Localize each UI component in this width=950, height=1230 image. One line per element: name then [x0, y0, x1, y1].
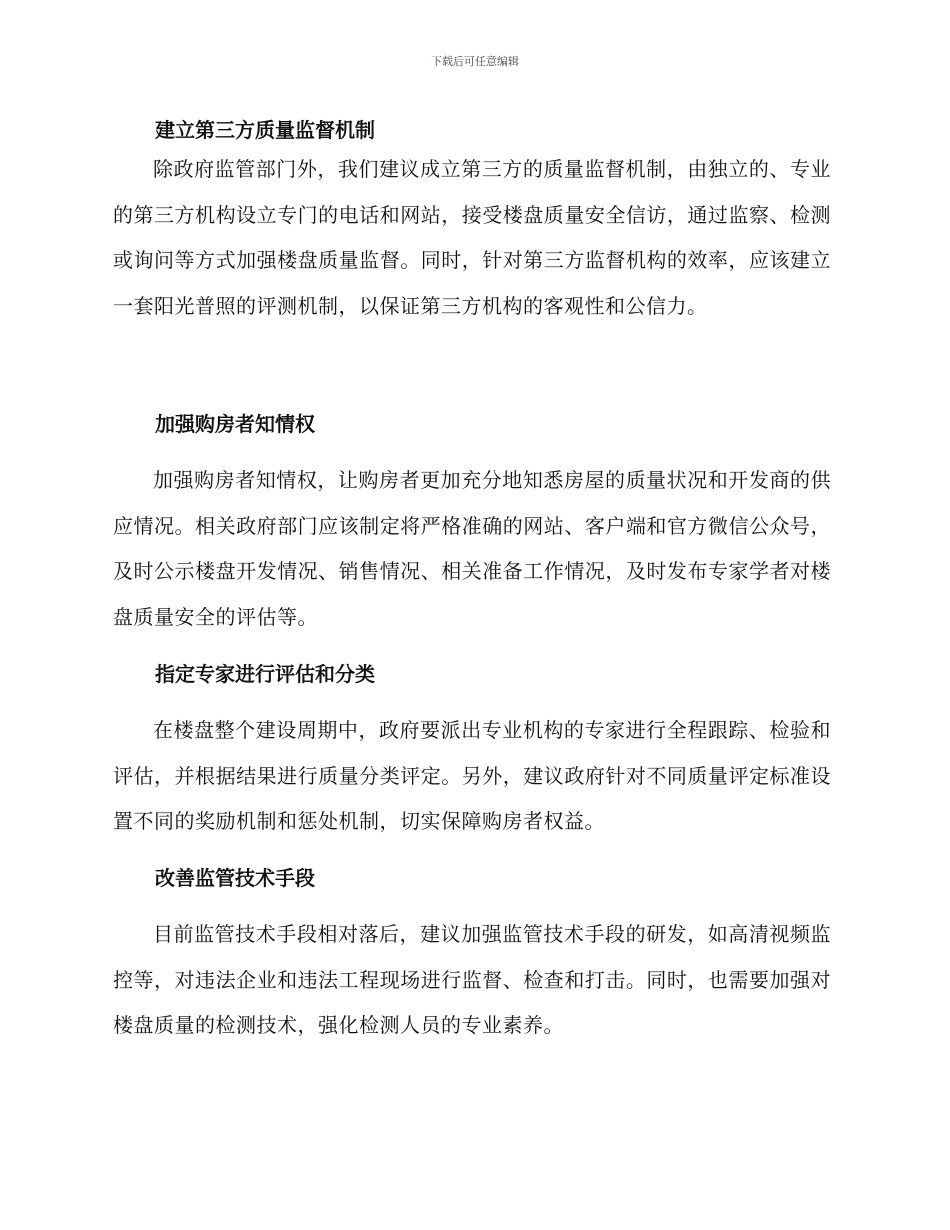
section-body-buyer-right-to-know	[113, 458, 831, 640]
section-paragraph: 除政府监管部门外，我们建议成立第三方的质量监督机制，由独立的、专业的第三方机构设立专门的电话和网站，接受楼盘质量安全信访，通过监察、检测或询问等方式加强楼盘质量监督。同时，针对第三方监督机构的效率，应该建立一套阳光普照的评测机制，以保证第三方机构的客观性和公信力。	[113, 157, 831, 318]
section-body-supervision-technology	[113, 912, 831, 1049]
section-paragraph: 目前监管技术手段相对落后，建议加强监管技术手段的研发，如高清视频监控等，对违法企业和违法工程现场进行监督、检查和打击。同时，也需要加强对楼盘质量的检测技术，强化检测人员的专业素养。	[113, 922, 831, 1037]
section-heading: 加强购房者知情权	[155, 412, 315, 436]
page-header: 下载后可任意编辑	[431, 55, 519, 68]
section-body-expert-evaluation	[113, 708, 831, 845]
section-heading: 建立第三方质量监督机制	[155, 118, 375, 142]
section-heading: 指定专家进行评估和分类	[155, 662, 375, 686]
section-heading-third-party-supervision	[113, 110, 831, 150]
section-body-third-party-supervision	[113, 147, 831, 329]
section-heading-expert-evaluation	[113, 654, 831, 694]
section-paragraph: 加强购房者知情权，让购房者更加充分地知悉房屋的质量状况和开发商的供应情况。相关政府部门应该制定将严格准确的网站、客户端和官方微信公众号，及时公示楼盘开发情况、销售情况、相关准备工作情况，及时发布专家学者对楼盘质量安全的评估等。	[113, 468, 831, 629]
section-heading-supervision-technology	[113, 858, 831, 898]
section-heading-buyer-right-to-know	[113, 404, 831, 444]
section-heading: 改善监管技术手段	[155, 866, 315, 890]
section-paragraph: 在楼盘整个建设周期中，政府要派出专业机构的专家进行全程跟踪、检验和评估，并根据结果进行质量分类评定。另外，建议政府针对不同质量评定标准设置不同的奖励机制和惩处机制，切实保障购房者权益。	[113, 718, 831, 833]
